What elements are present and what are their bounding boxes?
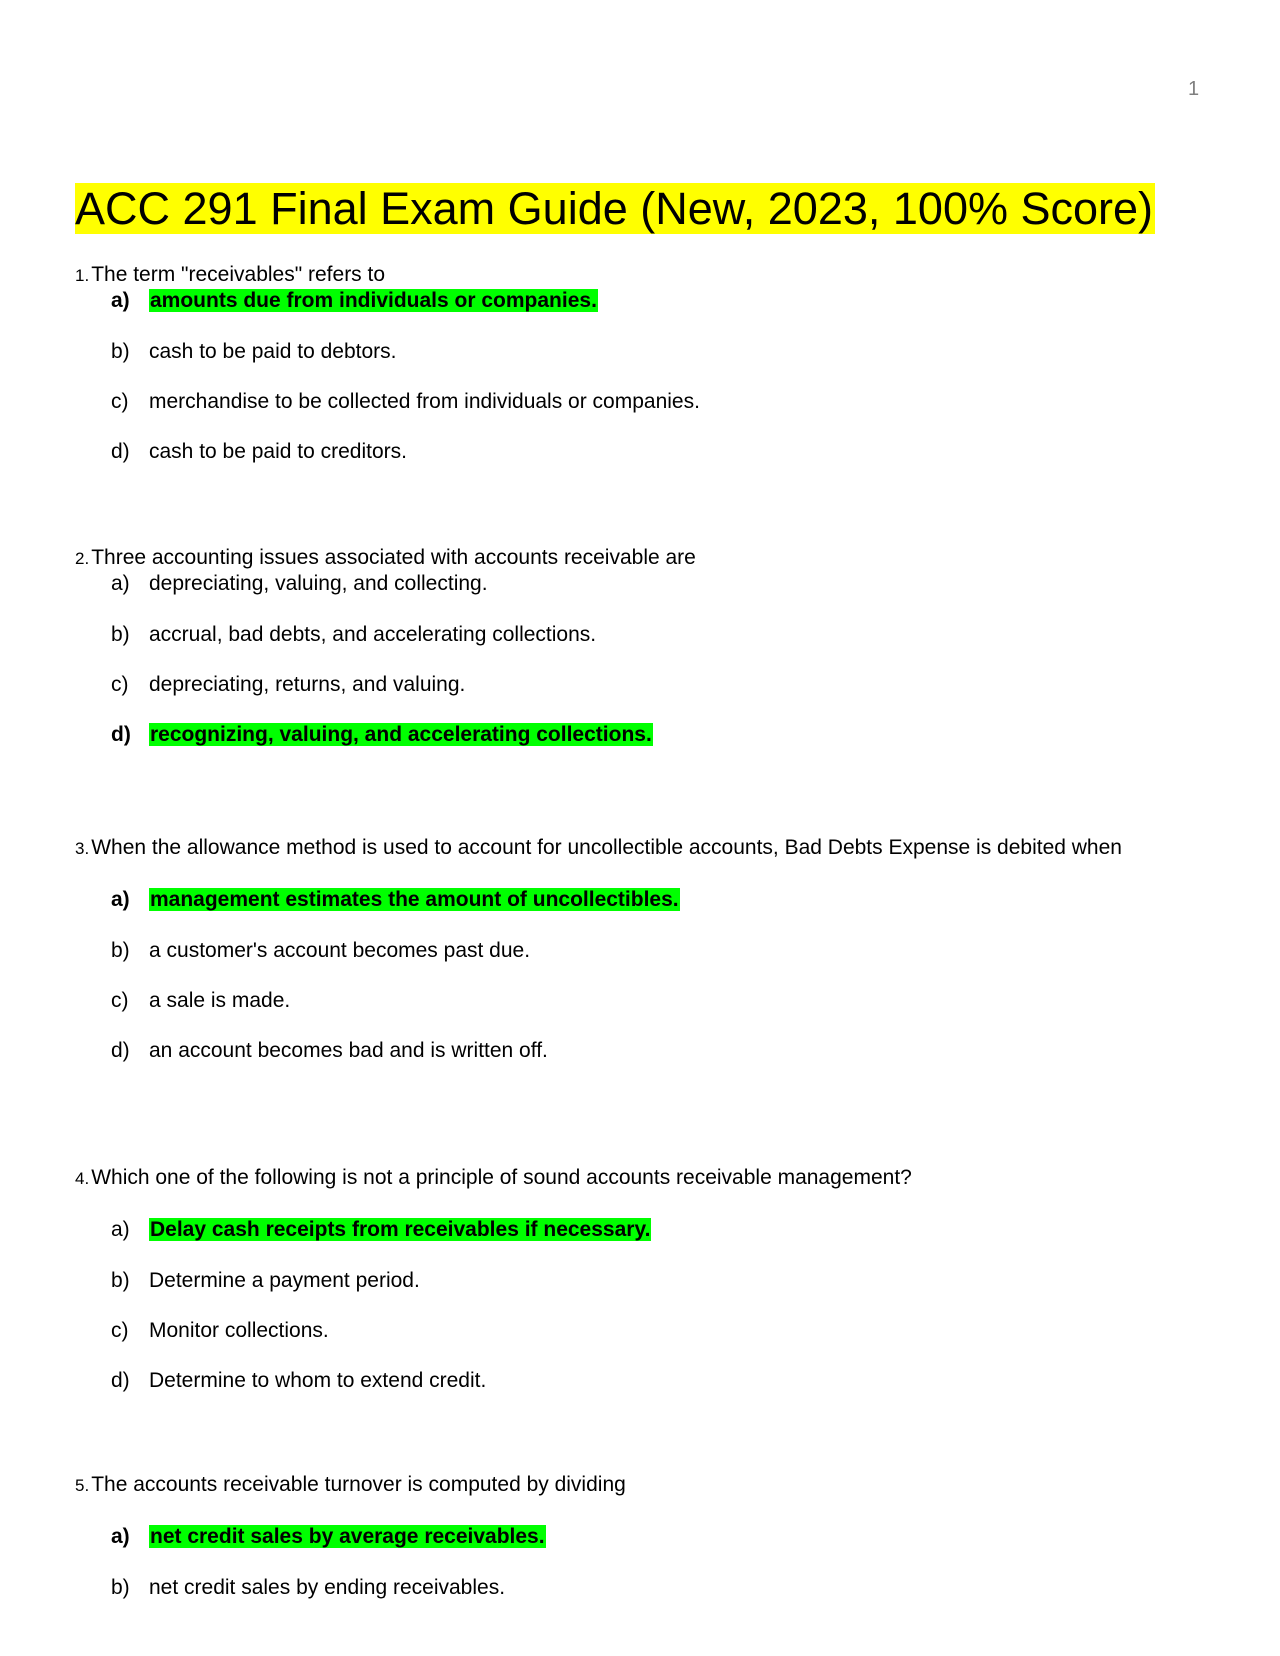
page-number: 1 bbox=[1188, 78, 1200, 100]
option-d bbox=[111, 440, 1185, 464]
correct-answer-text: net credit sales by average receivables. bbox=[150, 1525, 545, 1548]
option-a bbox=[111, 888, 1185, 912]
question-stem: The accounts receivable turnover is computed by dividing bbox=[91, 1473, 626, 1496]
question-stem: Which one of the following is not a principle of sound accounts receivable management? bbox=[91, 1166, 912, 1189]
option-letter: d) bbox=[111, 723, 131, 746]
question-3 bbox=[75, 834, 1185, 1063]
option-text: depreciating, returns, and valuing. bbox=[149, 673, 466, 696]
question-1 bbox=[75, 261, 1185, 464]
option-letter: d) bbox=[111, 1369, 130, 1392]
question-stem: Three accounting issues associated with accounts receivable are bbox=[91, 546, 696, 569]
option-letter: b) bbox=[111, 1269, 130, 1292]
option-letter: b) bbox=[111, 340, 130, 363]
option-letter: b) bbox=[111, 939, 130, 962]
question-number: 4. bbox=[75, 1169, 90, 1188]
option-b bbox=[111, 1269, 1185, 1293]
question-5 bbox=[75, 1471, 1185, 1600]
option-letter: d) bbox=[111, 1039, 130, 1062]
question-text bbox=[75, 1471, 1185, 1499]
option-text: Monitor collections. bbox=[149, 1319, 329, 1342]
correct-answer-text: Delay cash receipts from receivables if necessary. bbox=[150, 1218, 651, 1241]
question-4 bbox=[75, 1164, 1185, 1393]
question-2 bbox=[75, 544, 1185, 747]
option-text: an account becomes bad and is written off. bbox=[149, 1039, 548, 1062]
question-stem: When the allowance method is used to account for uncollectible accounts, Bad Debts Expense is debited when bbox=[91, 836, 1122, 859]
option-a bbox=[111, 289, 1185, 313]
option-letter: c) bbox=[111, 1319, 129, 1342]
option-letter: a) bbox=[111, 888, 130, 911]
question-number: 5. bbox=[75, 1476, 90, 1495]
option-letter: c) bbox=[111, 390, 129, 413]
question-number: 3. bbox=[75, 839, 90, 858]
option-letter: c) bbox=[111, 989, 129, 1012]
option-text: a customer's account becomes past due. bbox=[149, 939, 531, 962]
option-text: merchandise to be collected from individuals or companies. bbox=[149, 390, 700, 413]
option-c bbox=[111, 989, 1185, 1013]
option-text: depreciating, valuing, and collecting. bbox=[149, 572, 488, 595]
option-a bbox=[111, 1525, 1185, 1549]
question-text bbox=[75, 544, 1185, 572]
correct-answer-text: management estimates the amount of uncollectibles. bbox=[150, 888, 679, 911]
question-text bbox=[75, 834, 1165, 862]
option-text: net credit sales by ending receivables. bbox=[149, 1576, 506, 1599]
option-letter: a) bbox=[111, 1218, 130, 1241]
option-text: accrual, bad debts, and accelerating collections. bbox=[149, 623, 597, 646]
option-c bbox=[111, 673, 1185, 697]
option-c bbox=[111, 1319, 1185, 1343]
option-a bbox=[111, 1218, 1185, 1242]
option-letter: b) bbox=[111, 623, 130, 646]
option-text: a sale is made. bbox=[149, 989, 291, 1012]
option-b bbox=[111, 340, 1185, 364]
title-highlight: ACC 291 Final Exam Guide (New, 2023, 100% Score) bbox=[75, 183, 1154, 234]
option-b bbox=[111, 1576, 1185, 1600]
question-number: 2. bbox=[75, 549, 90, 568]
option-text: Determine a payment period. bbox=[149, 1269, 420, 1292]
question-stem: The term "receivables" refers to bbox=[91, 263, 386, 286]
option-text: cash to be paid to creditors. bbox=[149, 440, 407, 463]
option-c bbox=[111, 390, 1185, 414]
option-letter: b) bbox=[111, 1576, 130, 1599]
option-b bbox=[111, 623, 1185, 647]
question-text bbox=[75, 1164, 1185, 1192]
option-text: cash to be paid to debtors. bbox=[149, 340, 397, 363]
option-letter: a) bbox=[111, 572, 130, 595]
option-b bbox=[111, 939, 1185, 963]
correct-answer-text: amounts due from individuals or companies. bbox=[150, 289, 597, 312]
document-title bbox=[75, 183, 1155, 235]
option-letter: d) bbox=[111, 440, 130, 463]
option-letter: a) bbox=[111, 289, 130, 312]
option-text: Determine to whom to extend credit. bbox=[149, 1369, 487, 1392]
option-d bbox=[111, 723, 1185, 747]
question-text bbox=[75, 261, 1185, 289]
option-d bbox=[111, 1039, 1185, 1063]
option-a bbox=[111, 572, 1185, 596]
correct-answer-text: recognizing, valuing, and accelerating collections. bbox=[150, 723, 652, 746]
option-letter: c) bbox=[111, 673, 129, 696]
option-d bbox=[111, 1369, 1185, 1393]
option-letter: a) bbox=[111, 1525, 130, 1548]
question-number: 1. bbox=[75, 266, 90, 285]
